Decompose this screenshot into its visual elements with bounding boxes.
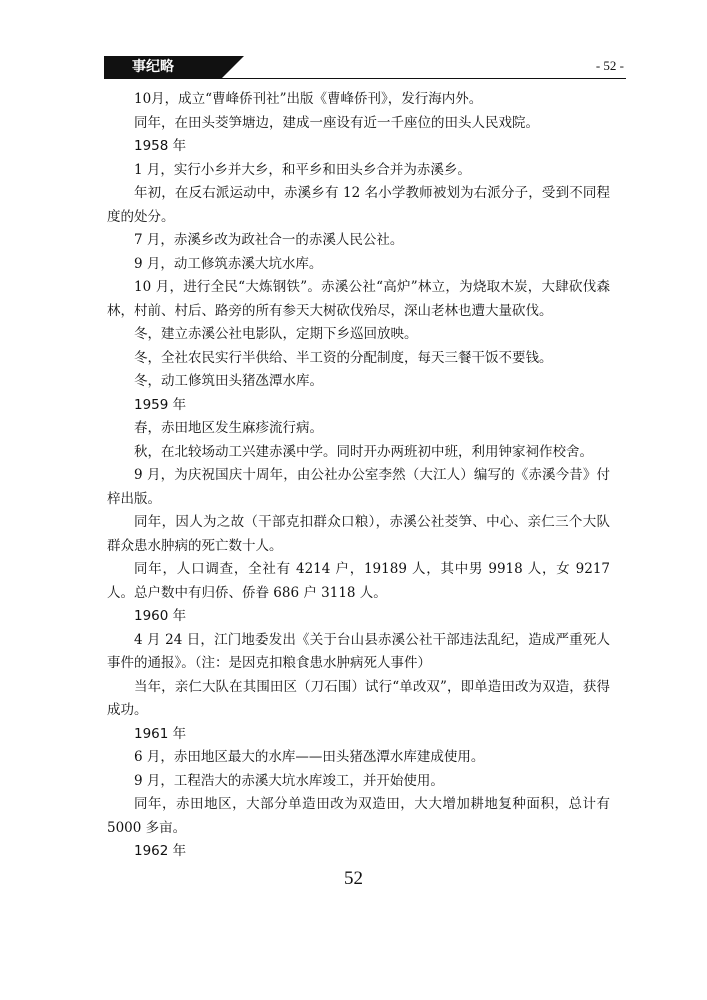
header-rule xyxy=(104,78,626,79)
chronicle-entry: 4 月 24 日，江门地委发出《关于台山县赤溪公社干部违法乱纪，造成严重死人事件的通报》。（注：是因克扣粮食患水肿病死人事件） xyxy=(107,631,610,671)
year-heading: 1958 年 xyxy=(134,138,187,154)
section-title-tab: 事纪略 xyxy=(104,56,222,78)
chronicle-entry: 9 月，工程浩大的赤溪大坑水库竣工，并开始使用。 xyxy=(134,772,444,789)
chronicle-entry: 冬，建立赤溪公社电影队，定期下乡巡回放映。 xyxy=(134,326,418,342)
chronicle-entry: 7 月，赤溪乡改为政社合一的赤溪人民公社。 xyxy=(134,232,404,248)
year-heading: 1960 年 xyxy=(134,608,187,624)
chronicle-entry: 同年，人口调查，全社有 4214 户，19189 人，其中男 9918 人，女 9217 人。总户数中有归侨、侨眷 686 户 3118 人。 xyxy=(107,561,610,601)
year-heading: 1961 年 xyxy=(134,725,187,742)
chronicle-entry: 同年，因人为之故（干部克扣群众口粮），赤溪公社茭笋、中心、亲仁三个大队群众患水肿病的死亡数十人。 xyxy=(107,514,610,554)
chronicle-entry: 同年，赤田地区，大部分单造田改为双造田，大大增加耕地复种面积，总计有 5000 多亩。 xyxy=(107,796,610,836)
chronicle-entry: 10 月，进行全民“大炼钢铁”。赤溪公社“高炉”林立，为烧取木炭，大肆砍伐森林，村前、村后、路旁的所有参天大树砍伐殆尽，深山老林也遭大量砍伐。 xyxy=(107,279,610,319)
chronicle-entry: 年初，在反右派运动中，赤溪乡有 12 名小学教师被划为右派分子，受到不同程度的处分。 xyxy=(107,185,610,225)
running-header xyxy=(104,56,626,80)
year-heading: 1959 年 xyxy=(134,396,187,413)
chronicle-entry: 9 月，为庆祝国庆十周年，由公社办公室李然（大江人）编写的《赤溪今昔》付梓出版。 xyxy=(107,467,610,507)
chronicle-entry: 1 月，实行小乡并大乡，和平乡和田头乡合并为赤溪乡。 xyxy=(134,161,471,178)
section-tab-decoration xyxy=(222,56,244,78)
chronicle-body xyxy=(107,88,610,864)
chronicle-entry: 同年，在田头茭笋塘边，建成一座设有近一千座位的田头人民戏院。 xyxy=(134,114,539,131)
year-heading: 1962 年 xyxy=(134,843,187,859)
chronicle-entry: 当年，亲仁大队在其围田区（刀石围）试行“单改双”，即单造田改为双造，获得成功。 xyxy=(107,678,610,718)
chronicle-entry: 9 月，动工修筑赤溪大坑水库。 xyxy=(134,255,323,272)
chronicle-entry: 6 月，赤田地区最大的水库——田头猪氹潭水库建成使用。 xyxy=(134,749,485,765)
chronicle-entry: 冬，全社农民实行半供给、半工资的分配制度，每天三餐干饭不要钱。 xyxy=(134,349,553,366)
chronicle-entry: 10月，成立“曹峰侨刊社”出版《曹峰侨刊》，发行海内外。 xyxy=(134,91,483,107)
chronicle-entry: 冬，动工修筑田头猪氹潭水库。 xyxy=(134,373,323,389)
chronicle-entry: 春，赤田地区发生麻疹流行病。 xyxy=(134,420,323,436)
chronicle-entry: 秋，在北较场动工兴建赤溪中学。同时开办两班初中班，利用钟家祠作校舍。 xyxy=(134,443,593,460)
header-page-label: - 52 - xyxy=(595,58,624,73)
page-number: 52 xyxy=(344,868,363,889)
